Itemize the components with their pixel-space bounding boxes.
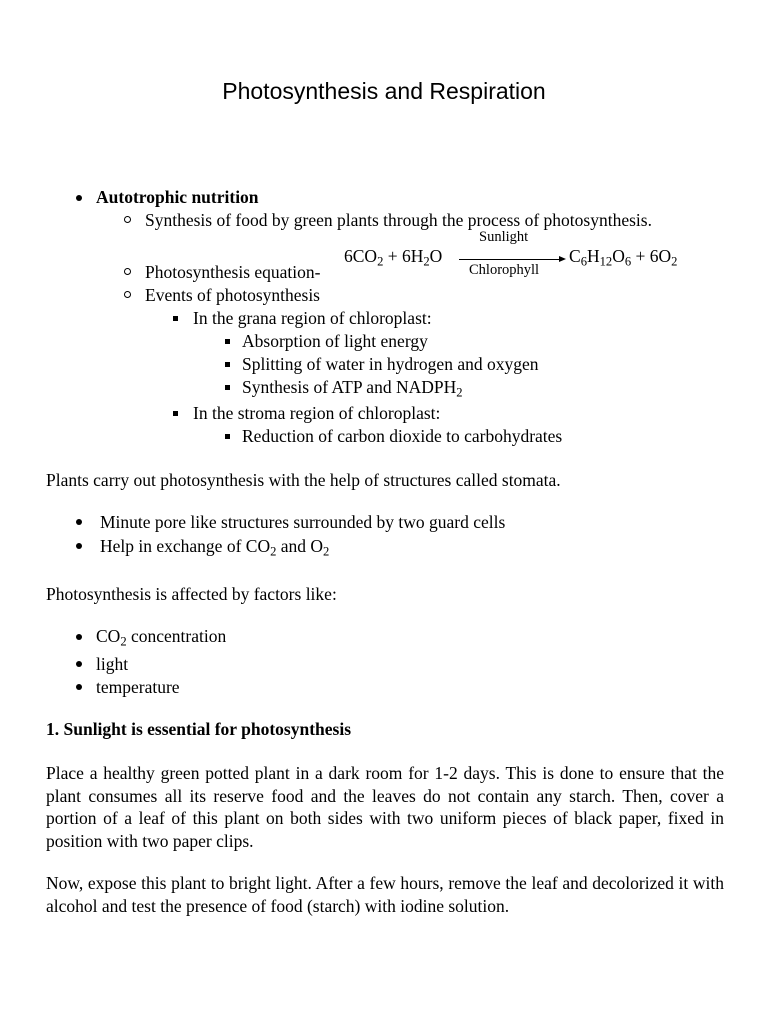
stomata-intro: Plants carry out photosynthesis with the help of structures called stomata. <box>46 470 561 490</box>
stroma-label: In the stroma region of chloroplast: <box>193 403 441 423</box>
paragraph: Now, expose this plant to bright light. After a few hours, remove the leaf and decolorized it with alcohol and test the presence of food (starch) with iodine solution. <box>46 873 724 916</box>
factor-item: $CO_2$ concentration <box>96 626 227 649</box>
page-title: Photosynthesis and Respiration <box>222 78 546 104</box>
factors-intro: Photosynthesis is affected by factors like: <box>46 584 337 604</box>
stomata-item: Minute pore like structures surrounded by two guard cells <box>100 512 506 532</box>
factor-item: temperature <box>96 677 180 697</box>
stomata-item: Help in exchange of $CO_2$ and $O_2$ <box>100 536 330 559</box>
equation-reactants: $6CO_2 + 6H_2O$ <box>344 246 443 269</box>
bullet-disc <box>76 543 82 549</box>
section-heading: 1. Sunlight is essential for photosynthesis <box>46 719 352 739</box>
bullet-circle <box>124 291 131 298</box>
bullet-square <box>225 434 230 439</box>
bullet-disc <box>76 519 82 525</box>
grana-item: Absorption of light energy <box>242 331 428 351</box>
photosynthesis-equation <box>344 229 704 282</box>
equation-products: $C_6H_{12}O_6 + 6O_2$ <box>569 246 678 269</box>
arrow-head-icon <box>559 256 566 262</box>
equation-condition-sunlight: Sunlight <box>479 229 529 245</box>
paragraph: Place a healthy green potted plant in a dark room for 1-2 days. This is done to ensure that the plant consumes all its reserve food and the leaves do not contain any starch. Then, cover a portion of a leaf of this plant on both sides with two uniform pieces of black paper, fixed in position with two paper clips. <box>46 763 724 851</box>
bullet-disc <box>76 634 82 640</box>
autotrophic-heading: Autotrophic nutrition <box>96 187 259 207</box>
bullet-square <box>173 411 178 416</box>
bullet-square <box>225 339 230 344</box>
bullet-disc <box>76 684 82 690</box>
grana-item: Synthesis of ATP and $NADPH_2$ <box>242 377 463 400</box>
stroma-item: Reduction of carbon dioxide to carbohydrates <box>242 426 563 446</box>
equation-label: Photosynthesis equation- <box>145 262 321 282</box>
events-label: Events of photosynthesis <box>145 285 320 305</box>
bullet-square <box>225 362 230 367</box>
equation-condition-chlorophyll: Chlorophyll <box>469 262 540 278</box>
bullet-square <box>173 316 178 321</box>
synthesis-text: Synthesis of food by green plants through the process of photosynthesis. <box>145 210 652 230</box>
bullet-circle <box>124 216 131 223</box>
grana-label: In the grana region of chloroplast: <box>193 308 432 328</box>
bullet-disc <box>76 195 82 201</box>
bullet-square <box>225 385 230 390</box>
grana-item: Splitting of water in hydrogen and oxygen <box>242 354 539 374</box>
bullet-disc <box>76 661 82 667</box>
reaction-arrow <box>459 259 563 260</box>
bullet-circle <box>124 268 131 275</box>
factor-item: light <box>96 654 129 674</box>
